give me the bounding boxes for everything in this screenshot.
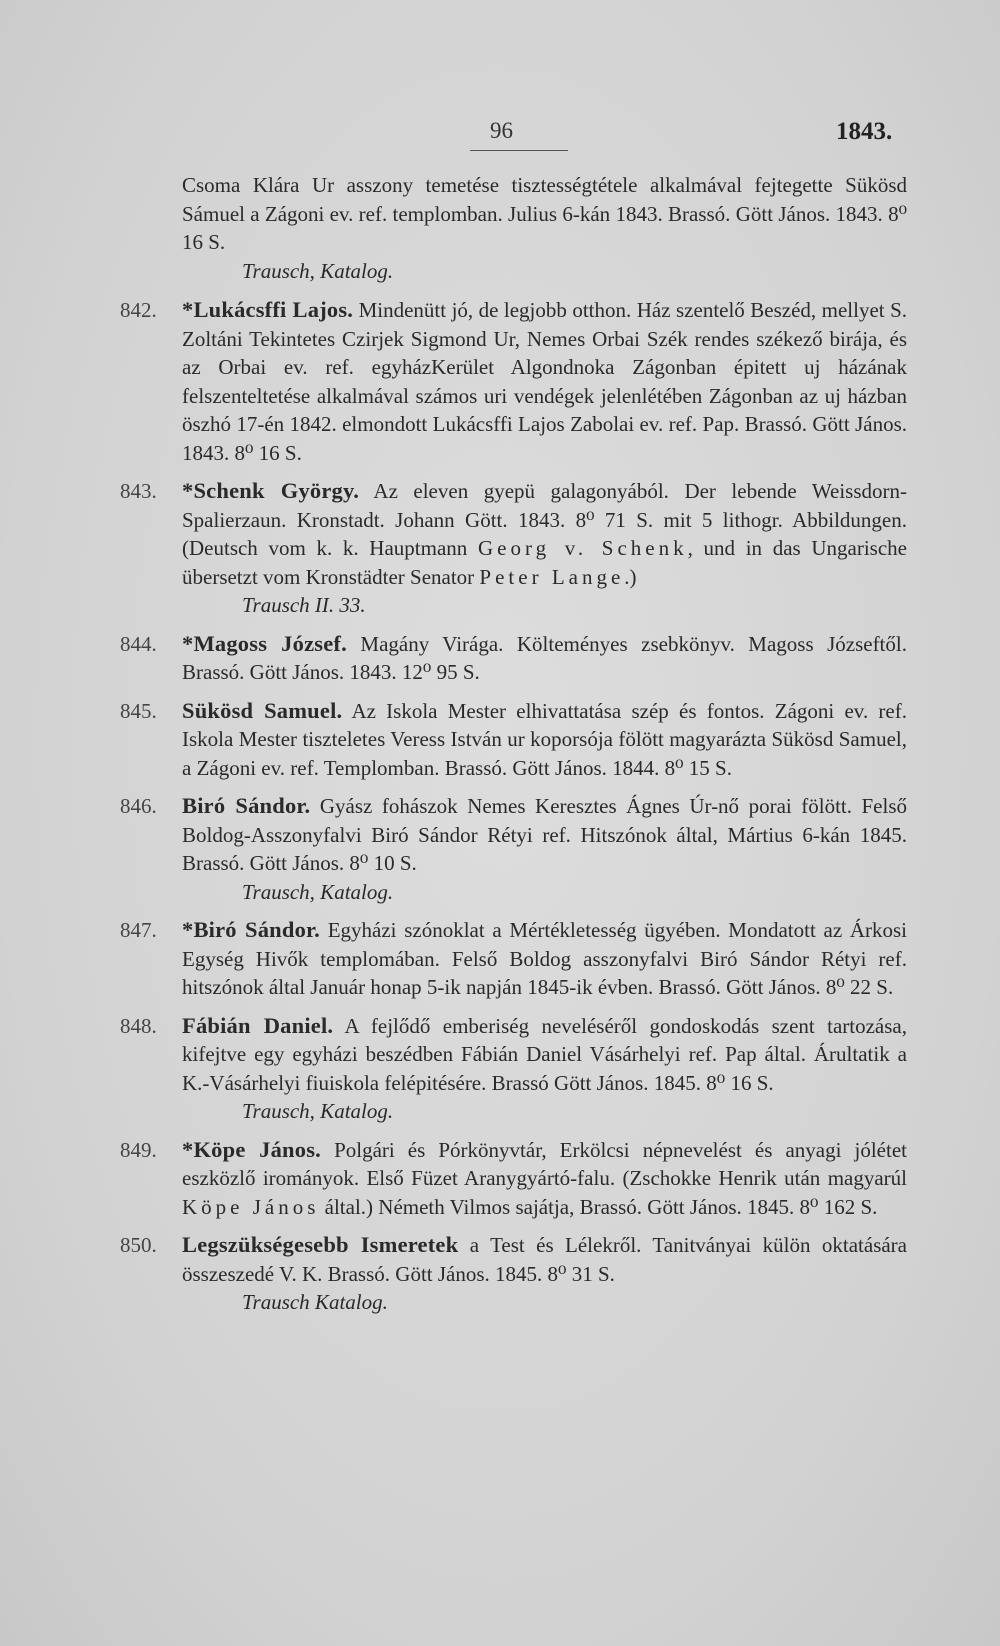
entry-number: 850. xyxy=(120,1233,157,1257)
intro-citation: Trausch, Katalog. xyxy=(242,258,394,283)
entry-author: Legszükségesebb Ismeretek xyxy=(182,1232,459,1257)
entry-845 xyxy=(120,697,907,783)
entry-author: Fábián Daniel. xyxy=(182,1012,334,1038)
entry-850 xyxy=(120,1231,907,1317)
entry-text: a Test és Lélekről. Tanitványai külön oktatására összeszedé V. K. Brassó. Gött János. 1845. 8⁰ 31 S. xyxy=(182,1233,907,1286)
header-rule xyxy=(470,150,568,151)
entry-847 xyxy=(120,916,907,1002)
page-year: 1843. xyxy=(836,118,893,145)
entry-spaced-name: Peter Lange xyxy=(479,564,625,589)
entry-author: *Biró Sándor. xyxy=(182,917,321,942)
entry-text: .) xyxy=(624,564,637,589)
entry-citation: Trausch, Katalog. xyxy=(242,1099,394,1123)
entry-text: Polgári és Pórkönyvtár, Erkölcsi népnevelést és anyagi jólétet eszközlő irományok. Első Füzet Aranygyártó-falu. (Zschokke Henrik után magyarúl xyxy=(182,1137,907,1190)
entry-spaced-name: Georg v. Schenk xyxy=(477,536,688,560)
entry-846 xyxy=(120,792,907,906)
page-number: 96 xyxy=(490,118,513,143)
entry-text: Magány Virága. Költeményes zsebkönyv. Magoss Józseftől. Brassó. Gött János. 1843. 12⁰ 95 S. xyxy=(182,631,907,684)
entry-citation: Trausch II. 33. xyxy=(242,593,366,617)
entry-844 xyxy=(120,630,907,687)
entry-number: 843. xyxy=(120,479,157,503)
entry-text: A fejlődő emberiség neveléséről gondoskodás szent tartozása, kifejtve egy egyházi beszédben Fábián Daniel Vásárhelyi ref. Pap által. Árultatik a K.-Vásárhelyi fiuiskola felépitésére. Brassó Gött János. 1845. 8⁰ 16 S. xyxy=(182,1013,907,1095)
entry-body xyxy=(182,1136,907,1222)
entry-body xyxy=(182,477,907,591)
entry-citation: Trausch, Katalog. xyxy=(242,879,394,904)
entry-author: *Lukácsffi Lajos. xyxy=(182,297,354,322)
entry-body xyxy=(182,916,907,1002)
entry-843 xyxy=(120,477,907,620)
entry-author: *Schenk György. xyxy=(182,478,360,503)
entry-author: Biró Sándor. xyxy=(182,793,311,818)
entry-text: , und in das Ungarische übersetzt vom Kronstädter Senator xyxy=(182,536,908,589)
entry-citation: Trausch Katalog. xyxy=(242,1290,388,1314)
entry-body xyxy=(182,1012,907,1098)
entry-body xyxy=(182,296,907,467)
entry-number: 846. xyxy=(120,794,157,818)
entry-number: 847. xyxy=(120,918,157,942)
entry-spaced-name: Köpe János xyxy=(182,1194,320,1219)
entry-849 xyxy=(120,1136,907,1222)
entry-text: Mindenütt jó, de legjobb otthon. Ház szentelő Beszéd, mellyet S. Zoltáni Tekintetes Czirjek Sigmond Ur, Nemes Orbai Szék rendes székező birája, és az Orbai ev. ref. egyházKerület Algondnoka Zágonban épitett uj házának felszenteltetése alkalmával számos uri vendégek jelenlétében Zágonban az uj házban öszhó 17-én 1842. elmondott Lukácsffi Lajos Zabolai ev. ref. Pap. Brassó. Gött János. 1843. 8⁰ 16 S. xyxy=(182,298,907,465)
entry-author: Sükösd Samuel. xyxy=(182,697,343,723)
entry-body xyxy=(182,792,907,878)
entry-author: *Magoss József. xyxy=(182,630,347,656)
entry-text: által.) Németh Vilmos sajátja, Brassó. Gött János. 1845. 8⁰ 162 S. xyxy=(319,1194,878,1219)
entry-body xyxy=(182,630,907,687)
entry-author: *Köpe János. xyxy=(182,1136,321,1162)
intro-text: Csoma Klára Ur asszony temetése tisztességtétele alkalmával fejtegette Sükösd Sámuel a Zágoni ev. ref. templomban. Julius 6-kán 1843. Brassó. Gött János. 1843. 8⁰ 16 S. xyxy=(182,173,907,254)
entry-number: 844. xyxy=(120,631,157,656)
page-header xyxy=(0,118,1000,158)
entry-number: 849. xyxy=(120,1137,157,1162)
entry-number: 845. xyxy=(120,698,157,723)
entry-text: Az Iskola Mester elhivattatása szép és fontos. Zágoni ev. ref. Iskola Mester tiszteletes Veress István ur koporsója fölött magyarázta Sükösd Samuel, a Zágoni ev. ref. Templomban. Brassó. Gött János. 1844. 8⁰ 15 S. xyxy=(182,698,907,780)
entry-number: 842. xyxy=(120,298,157,322)
entry-number: 848. xyxy=(120,1013,157,1038)
entry-text: Az eleven gyepü galagonyából. Der lebende Weissdorn-Spalierzaun. Kronstadt. Johann Gött. 1843. 8⁰ 71 S. mit 5 lithogr. Abbildungen. (Deutsch vom k. k. Hauptmann xyxy=(182,479,907,560)
entry-list xyxy=(120,296,907,1327)
intro-entry xyxy=(182,171,907,285)
entry-text: Gyász fohászok Nemes Keresztes Ágnes Úr-nő porai fölött. Felső Boldog-Asszonyfalvi Biró Sándor Rétyi ref. Hitszónok által, Mártius 6-kán 1845. Brassó. Gött János. 8⁰ 10 S. xyxy=(182,794,908,875)
entry-body xyxy=(182,1231,907,1288)
entry-848 xyxy=(120,1012,907,1126)
entry-body xyxy=(182,697,907,783)
entry-842 xyxy=(120,296,907,467)
entry-text: Egyházi szónoklat a Mértékletesség ügyében. Mondatott az Árkosi Egység Hivők templomában. Felső Boldog asszonyfalvi Biró Sándor Rétyi ref. hitszónok által Január honap 5-ik napján 1845-ik évben. Brassó. Gött János. 8⁰ 22 S. xyxy=(182,918,908,999)
